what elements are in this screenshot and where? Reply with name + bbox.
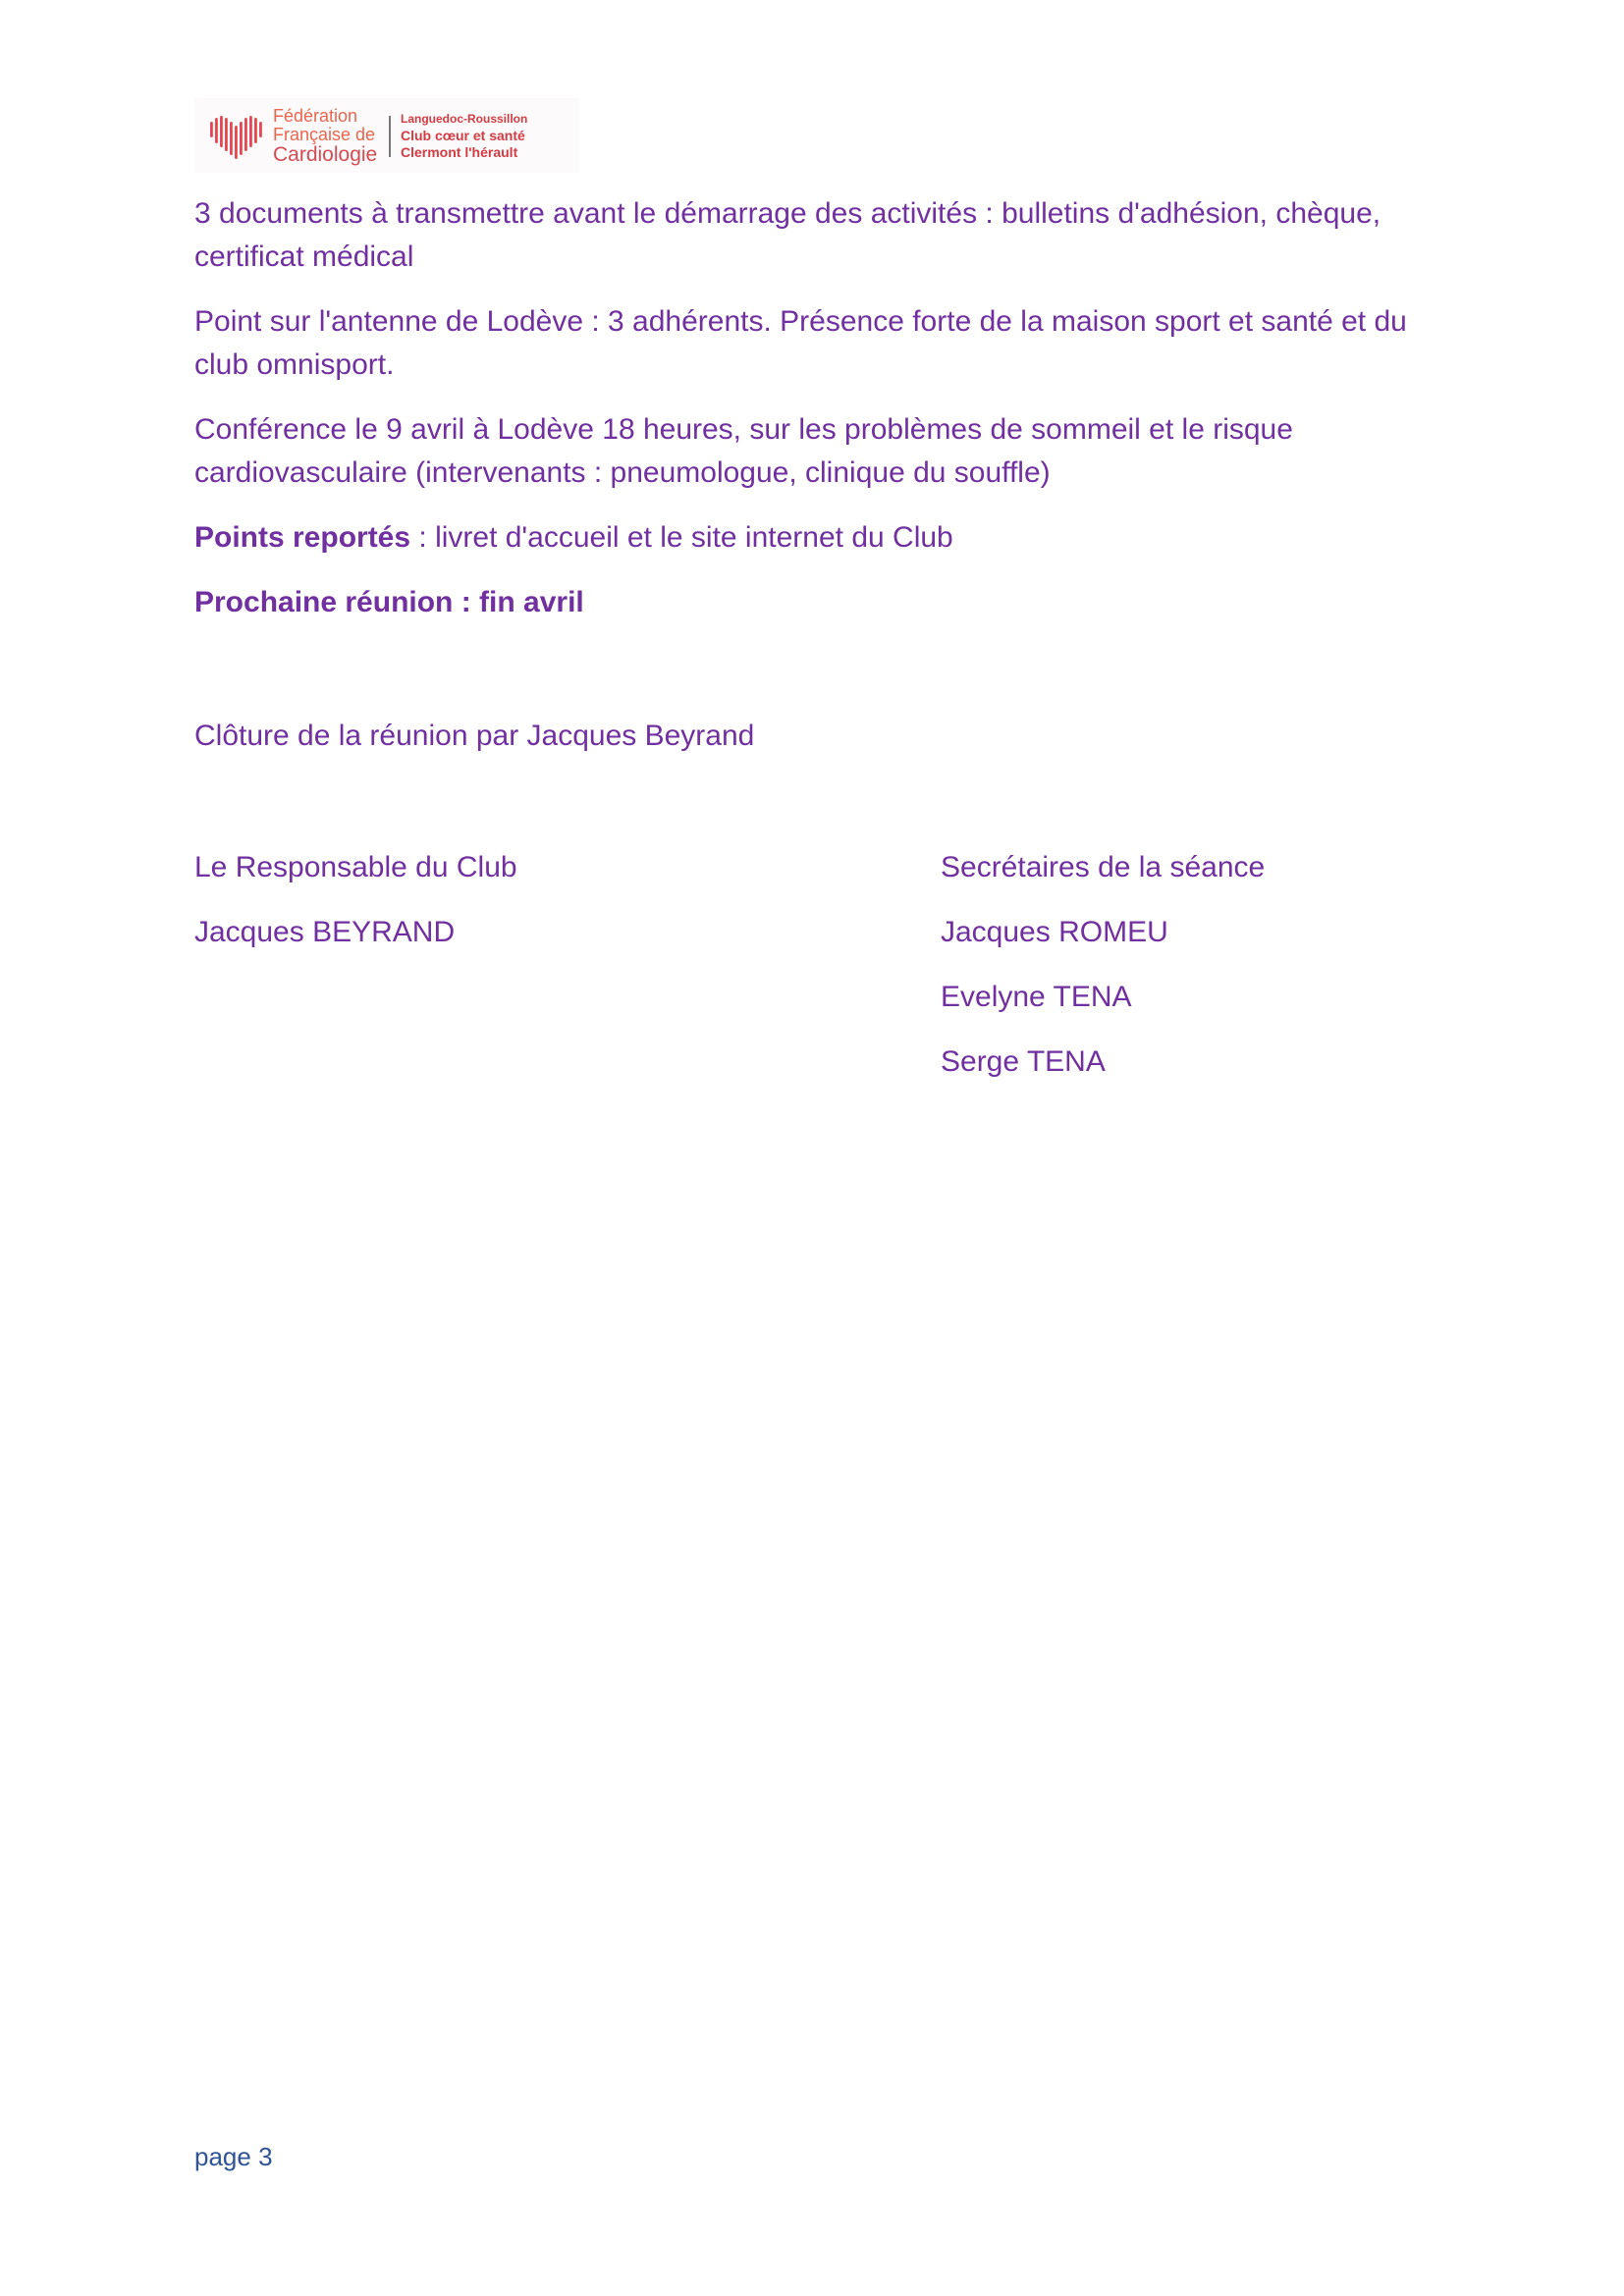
club-line-1: Languedoc-Roussillon: [401, 112, 528, 126]
club-logo: [194, 98, 579, 173]
meeting-notes: [194, 192, 1441, 646]
club-line-2: Club cœur et santé: [401, 128, 525, 143]
federation-line-3: Cardiologie: [273, 143, 378, 166]
club-manager-name: Jacques BEYRAND: [194, 916, 456, 948]
paragraph-documents: 3 documents à transmettre avant le démarrage des activités : bulletins d'adhésion, chèque, certificat médical: [194, 197, 1381, 273]
signature-right: [941, 846, 1265, 1105]
paragraph-reported-points: [194, 516, 1441, 560]
club-name: [401, 111, 527, 161]
next-meeting-text: Prochaine réunion : fin avril: [194, 586, 584, 618]
secretaries-title: Secrétaires de la séance: [941, 851, 1266, 883]
heart-bars-icon: [208, 112, 265, 161]
federation-name: [273, 107, 381, 166]
paragraph-conference: Conférence le 9 avril à Lodève 18 heures, sur les problèmes de sommeil et le risque cardiovasculaire (intervenants : pneumologue, clinique du souffle): [194, 413, 1293, 489]
reported-points-text: : livret d'accueil et le site internet du Club: [410, 521, 953, 554]
paragraph-lodeve: Point sur l'antenne de Lodève : 3 adhérents. Présence forte de la maison sport et santé et du club omnisport.: [194, 305, 1407, 381]
page-number: page 3: [194, 2142, 273, 2171]
reported-points-label: Points reportés: [194, 521, 411, 554]
paragraph-next-meeting: [194, 581, 1441, 624]
secretary-name: Evelyne TENA: [941, 981, 1132, 1013]
secretary-name: Serge TENA: [941, 1045, 1106, 1078]
signature-left: [194, 846, 517, 976]
club-line-3: Clermont l'hérault: [401, 144, 518, 160]
club-manager-title: Le Responsable du Club: [194, 851, 517, 883]
federation-line-1: Fédération: [273, 106, 358, 126]
federation-line-2: Française de: [273, 125, 376, 144]
logo-divider: [389, 116, 391, 157]
secretary-name: Jacques ROMEU: [941, 916, 1168, 948]
closing-statement: Clôture de la réunion par Jacques Beyrand: [194, 720, 755, 752]
